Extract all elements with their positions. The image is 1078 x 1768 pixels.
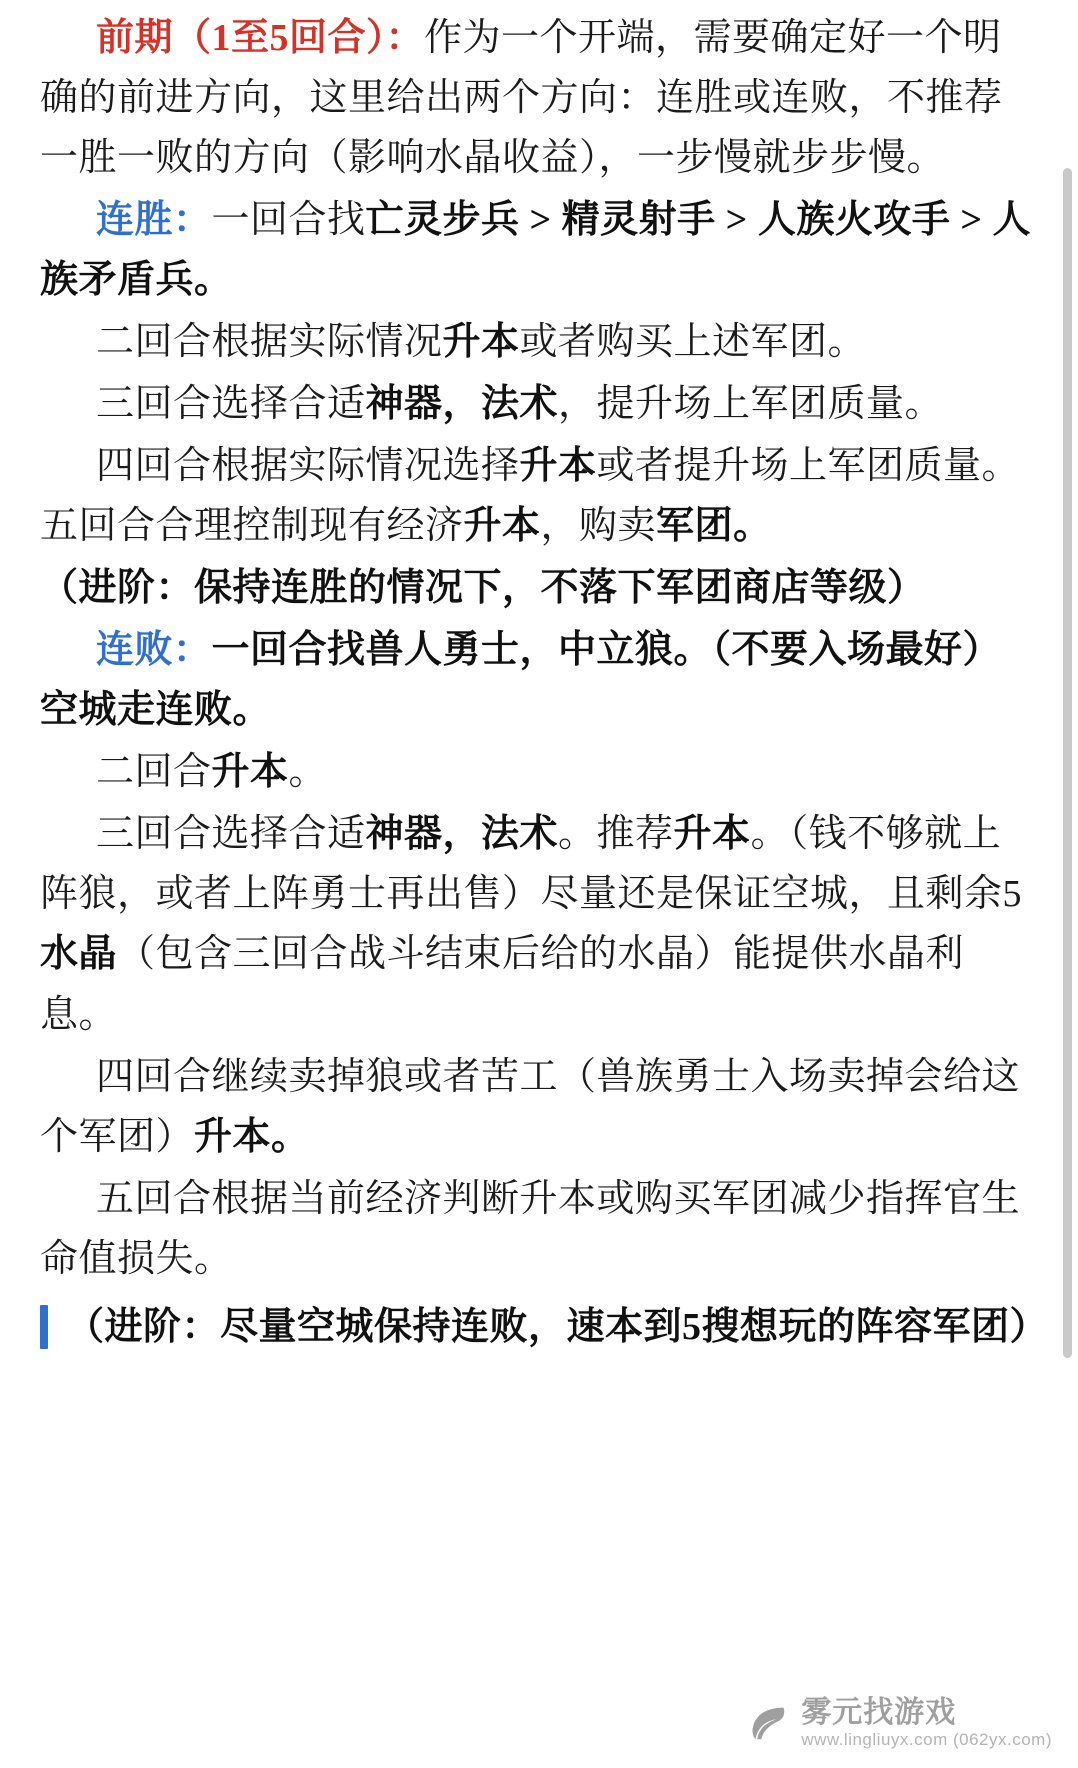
paragraph-p5 — [40, 436, 1038, 556]
body-text: ，购卖 — [540, 505, 657, 548]
paragraph-p3 — [40, 312, 1038, 372]
paragraph-p8 — [40, 742, 1038, 802]
emphasis-text: 升本 — [673, 813, 751, 856]
body-text: 。（钱不够就上阵狼，或者上阵勇士再出售）尽量还是保证空城，且剩余5 — [40, 813, 1023, 916]
section-label: 连胜： — [96, 199, 212, 242]
body-text: 或者购买上述军团。 — [519, 321, 867, 364]
emphasis-text: 升本 — [463, 505, 541, 548]
emphasis-text: 升本 — [519, 445, 597, 488]
paragraph-p7 — [40, 620, 1038, 740]
emphasis-text: 亡灵步兵 > 精灵射手 > 人族火攻手 > 人族矛盾兵 — [40, 199, 1031, 302]
paragraph-p10 — [40, 1047, 1038, 1167]
body-text: 四回合根据实际情况选择 — [96, 445, 520, 488]
emphasis-text: 水晶 — [40, 933, 118, 976]
emphasis-text: 神器，法术 — [365, 813, 559, 856]
section-label: 连败： — [96, 629, 212, 672]
watermark-title: 雾元找游戏 — [801, 1696, 957, 1730]
emphasis-text: 。 — [733, 505, 772, 548]
emphasis-text: 升本 — [194, 1115, 272, 1158]
blockquote-text: （进阶：尽量空城保持连败，速本到5搜想玩的阵容军团） — [66, 1305, 1049, 1348]
body-text: ，提升场上军团质量。 — [558, 383, 944, 426]
body-text: 三回合选择合适 — [96, 813, 366, 856]
heading-highlight: 前期（1至5回合）： — [96, 17, 425, 59]
emphasis-text: 升本 — [211, 751, 289, 794]
watermark-texts — [801, 1696, 1052, 1750]
blockquote-advanced-tip — [40, 1297, 1049, 1357]
body-text: （包含三回合战斗结束后给的水晶）能提供水晶利息。 — [40, 933, 965, 1036]
paragraph-p9 — [40, 804, 1038, 1044]
watermark — [745, 1696, 1052, 1750]
emphasis-text: 军团 — [656, 505, 734, 548]
leaf-logo-icon — [745, 1700, 791, 1746]
emphasis-text: 。 — [194, 259, 233, 302]
paragraph-p6 — [40, 558, 1038, 618]
body-text: 作为一个开端，需要确定好一个明确的前进方向，这里给出两个方向：连胜或连败，不推荐一胜一败的方向（影响水晶收益），一步慢就步步慢。 — [40, 17, 1003, 180]
paragraph-p2 — [40, 190, 1038, 310]
emphasis-text: 升本 — [442, 321, 520, 364]
body-text: 四回合继续卖掉狼或者苦工（兽族勇士入场卖掉会给这个军团） — [40, 1055, 1021, 1158]
paragraph-p4 — [40, 374, 1038, 434]
body-text: 或者提升场上军团质量。五回合合理控制现有经济 — [40, 445, 1021, 548]
scrollbar-thumb[interactable] — [1063, 168, 1072, 1358]
paragraph-p1 — [40, 8, 1038, 188]
emphasis-text: （进阶：保持连胜的情况下，不落下军团商店等级） — [40, 567, 926, 610]
paragraph-list — [40, 8, 1038, 1289]
body-text: 。 — [288, 751, 328, 794]
body-text: 一回合找 — [211, 199, 366, 242]
body-text: 二回合 — [96, 751, 212, 794]
body-text: 二回合根据实际情况 — [96, 321, 443, 364]
blockquote-accent-bar — [40, 1305, 48, 1349]
emphasis-text: 神器，法术 — [365, 383, 559, 426]
watermark-url: www.lingliuyx.com (062yx.com) — [801, 1730, 1052, 1750]
body-text: 三回合选择合适 — [96, 383, 366, 426]
emphasis-text: 一回合找兽人勇士，中立狼。（不要入场最好）空城走连败。 — [40, 629, 1002, 732]
paragraph-p11 — [40, 1169, 1038, 1289]
emphasis-text: 。 — [271, 1115, 310, 1158]
body-text: 。推荐 — [558, 813, 674, 856]
body-text: 五回合根据当前经济判断升本或购买军团减少指挥官生命值损失。 — [40, 1177, 1021, 1280]
